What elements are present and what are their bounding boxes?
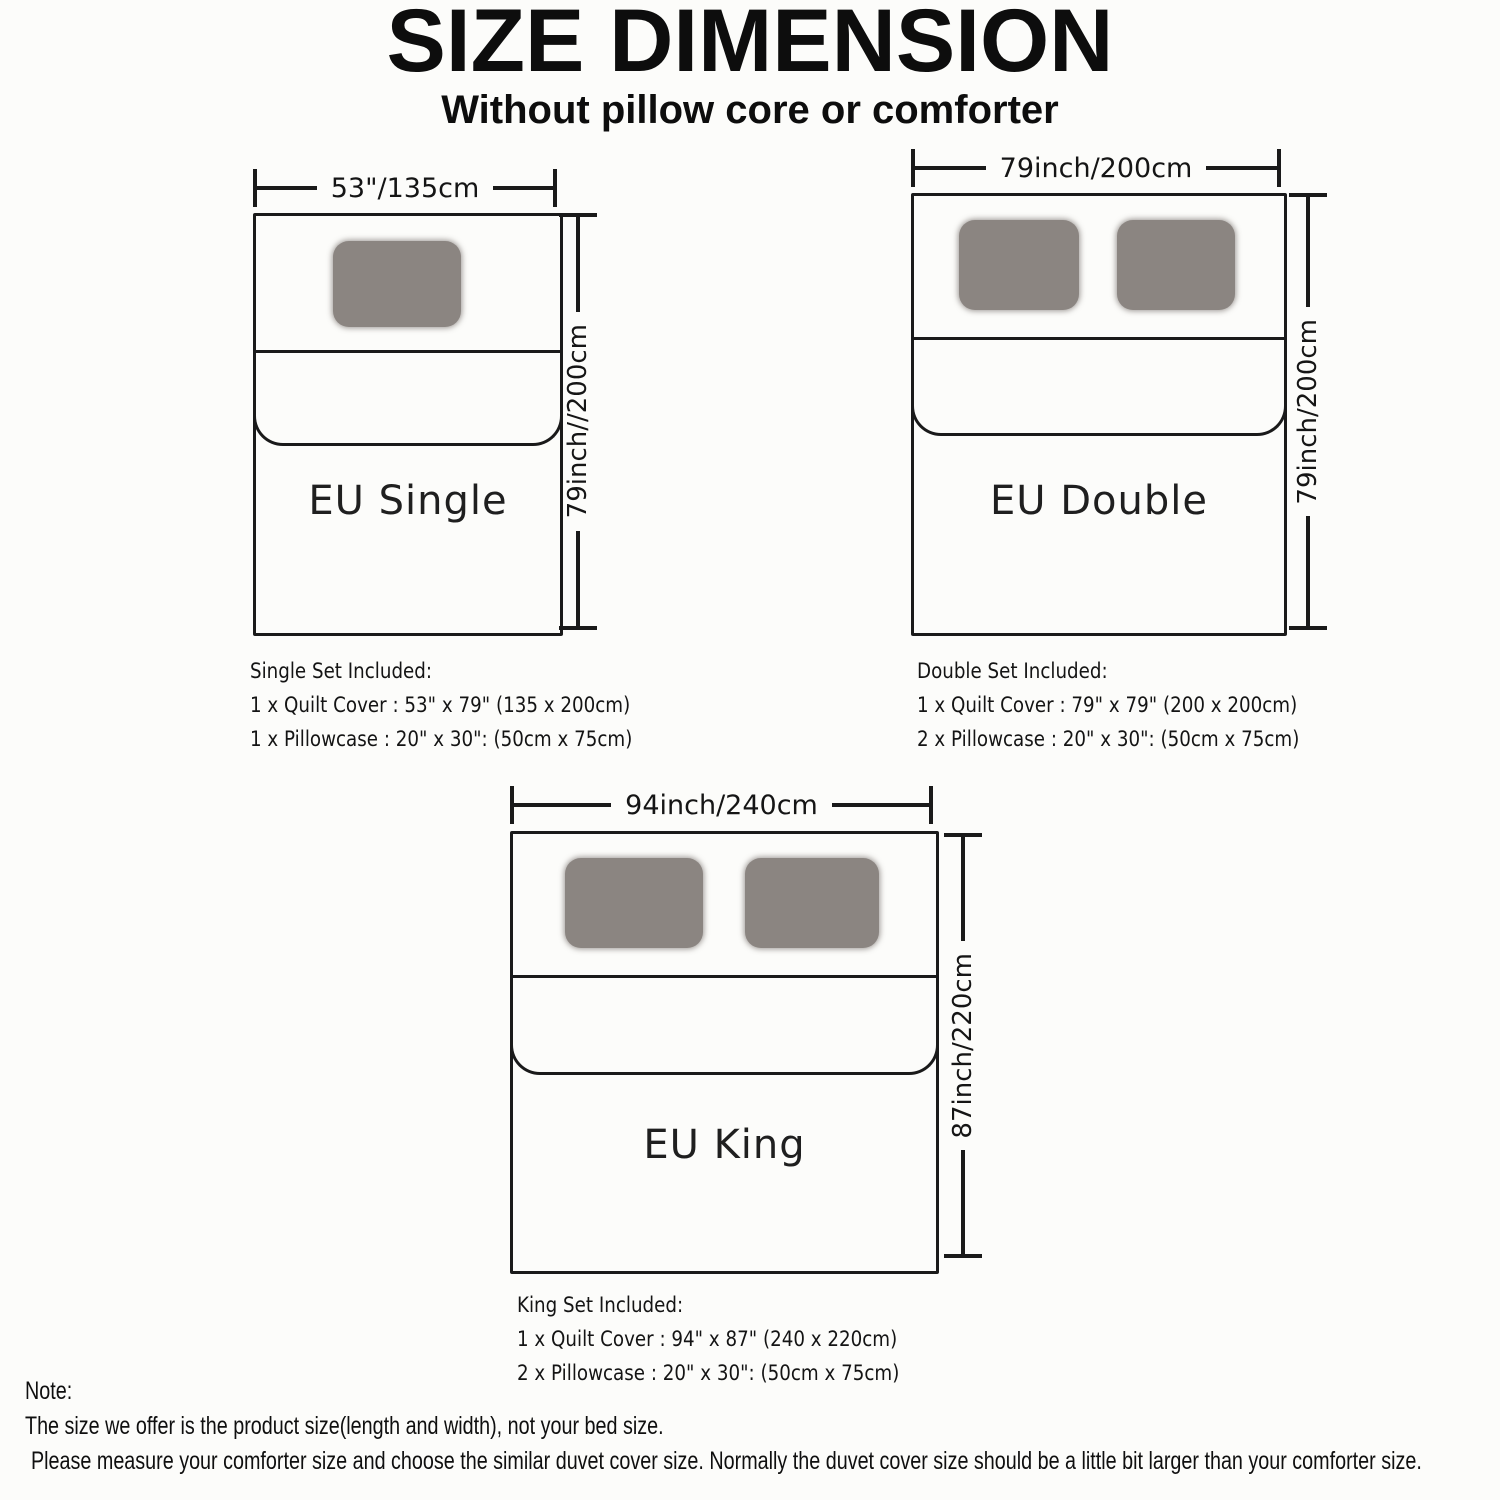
set-included-quilt-line: 1 x Quilt Cover : 79" x 79" (200 x 200cm) [917, 693, 1298, 717]
pillow [565, 858, 703, 948]
single-height-dimension [559, 213, 597, 630]
page-subtitle: Without pillow core or comforter [441, 88, 1059, 132]
dimension-end-bar [559, 626, 597, 630]
dimension-line [1306, 197, 1310, 307]
note-section [25, 1374, 1500, 1479]
set-included-heading: Single Set Included: [250, 659, 433, 683]
set-included-pillowcase-line: 1 x Pillowcase : 20" x 30": (50cm x 75cm) [250, 727, 633, 751]
set-included-quilt-line: 1 x Quilt Cover : 94" x 87" (240 x 220cm) [517, 1327, 898, 1351]
single-bed-label: EU Single [308, 478, 508, 524]
dimension-line [1206, 166, 1277, 170]
set-included-pillowcase-line: 2 x Pillowcase : 20" x 30": (50cm x 75cm) [917, 727, 1300, 751]
dimension-line [915, 166, 986, 170]
double-height-label: 79inch/200cm [1293, 318, 1323, 505]
double-height-dimension [1289, 193, 1327, 630]
dimension-end-bar [1289, 626, 1327, 630]
pillow [745, 858, 879, 948]
king-width-dimension [510, 786, 933, 824]
king-width-label: 94inch/240cm [625, 789, 818, 821]
double-bed-label: EU Double [989, 478, 1208, 524]
duvet-flap-outline [911, 337, 1287, 436]
king-bed-diagram [510, 831, 939, 1274]
single-width-dimension [253, 169, 557, 207]
set-included-heading: Double Set Included: [917, 659, 1108, 683]
pillow [333, 241, 461, 327]
set-included-heading: King Set Included: [517, 1293, 684, 1317]
double-set-included [917, 654, 1356, 756]
dimension-line [576, 531, 580, 626]
dimension-end-bar [944, 1254, 982, 1258]
set-included-quilt-line: 1 x Quilt Cover : 53" x 79" (135 x 200cm) [250, 693, 631, 717]
king-height-label: 87inch/220cm [948, 952, 978, 1139]
duvet-flap-outline [510, 975, 939, 1075]
king-height-dimension [944, 833, 982, 1258]
pillow [959, 220, 1079, 310]
double-width-label: 79inch/200cm [999, 152, 1193, 184]
double-width-dimension [911, 149, 1281, 187]
double-bed-diagram [911, 193, 1287, 636]
note-line-2: Please measure your comforter size and choose the similar duvet cover size. Normally the duvet cover size should be a little bit larger than your comforter size. [31, 1447, 1422, 1475]
dimension-line [832, 803, 929, 807]
set-included-pillowcase-line: 2 x Pillowcase : 20" x 30": (50cm x 75cm) [517, 1361, 900, 1385]
single-bed-diagram [253, 213, 563, 636]
dimension-line [257, 186, 317, 190]
pillow [1117, 220, 1235, 310]
dimension-line [576, 217, 580, 312]
dimension-end-bar [553, 169, 557, 207]
dimension-line [514, 803, 611, 807]
king-bed-label: EU King [643, 1122, 806, 1168]
dimension-line [1306, 516, 1310, 626]
duvet-flap-outline [253, 350, 563, 446]
note-line-1: The size we offer is the product size(length and width), not your bed size. [25, 1412, 664, 1440]
dimension-line [961, 837, 965, 941]
note-heading: Note: [25, 1377, 73, 1405]
dimension-line [961, 1150, 965, 1254]
page-title: SIZE DIMENSION [386, 0, 1114, 90]
dimension-line [493, 186, 553, 190]
single-width-label: 53"/135cm [330, 172, 480, 204]
single-set-included [250, 654, 689, 756]
dimension-end-bar [1277, 149, 1281, 187]
dimension-end-bar [929, 786, 933, 824]
single-height-label: 79inch//200cm [563, 324, 593, 519]
